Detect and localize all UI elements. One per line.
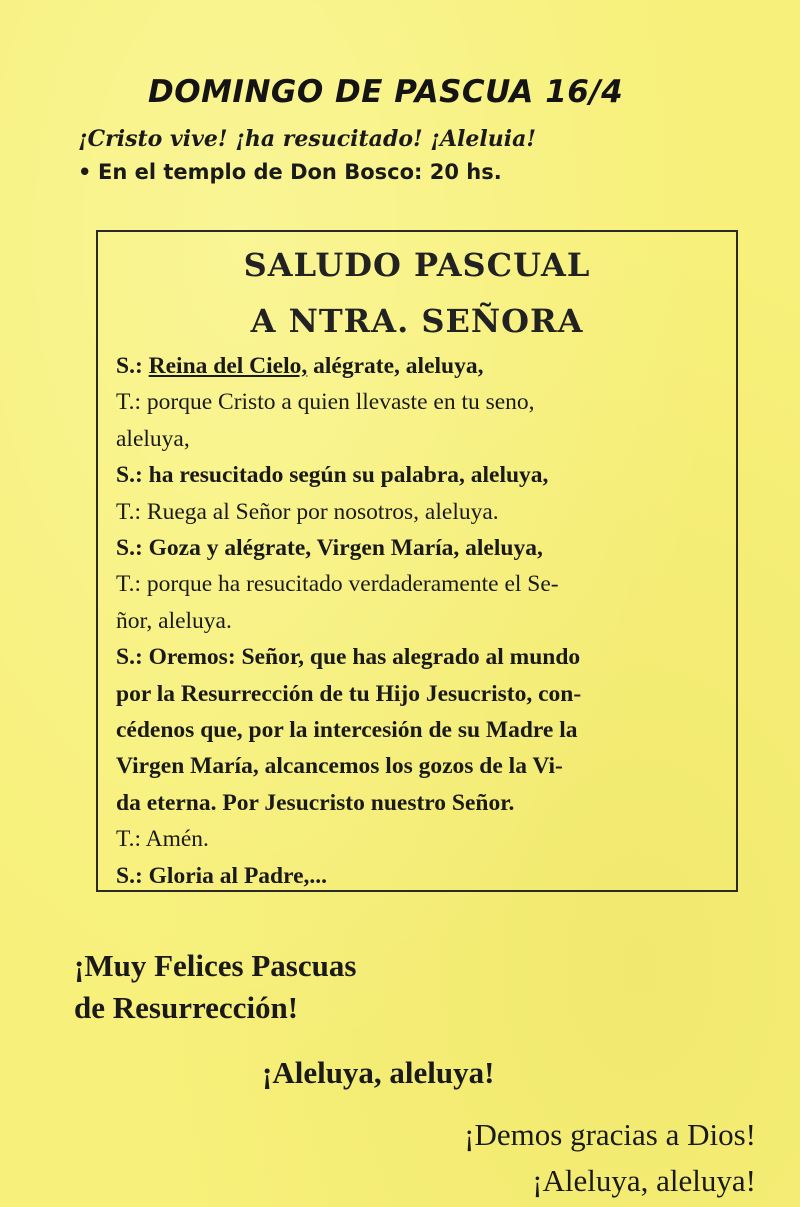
prayer-line: S.: Goza y alégrate, Virgen María, aleluya, (116, 535, 543, 562)
prayer-line: Virgen María, alcancemos los gozos de la Vi- (116, 753, 563, 780)
prayer-line: T.: Amén. (116, 826, 209, 853)
speaker-prefix: S.: (116, 353, 149, 379)
prayer-line: cédenos que, por la intercesión de su Madre la (116, 717, 578, 744)
alleluia-text-2: ¡Aleluya, aleluya! (532, 1163, 756, 1198)
subtitle: ¡Cristo vive! ¡ha resucitado! ¡Aleluia! (78, 126, 537, 152)
prayer-line: S.: ha resucitado según su palabra, aleluya, (116, 462, 549, 489)
underlined-phrase: Reina del Cielo, (148, 353, 308, 379)
prayer-title-line1: SALUDO PASCUAL (243, 246, 591, 284)
prayer-box (96, 230, 738, 892)
greeting-line2: de Resurrección! (74, 990, 299, 1025)
greeting-line1: ¡Muy Felices Pascuas (74, 948, 357, 983)
prayer-line: da eterna. Por Jesucristo nuestro Señor. (116, 789, 515, 816)
bullet-icon: • (78, 160, 92, 184)
event-info (78, 160, 502, 184)
prayer-line: T.: Ruega al Señor por nosotros, aleluya. (116, 498, 499, 525)
prayer-line: por la Resurrección de tu Hijo Jesucristo, con- (116, 680, 582, 707)
page-title: DOMINGO DE PASCUA 16/4 (148, 74, 624, 110)
thanks-text: ¡Demos gracias a Dios! (464, 1117, 756, 1152)
line-rest: alégrate, aleluya, (307, 353, 484, 379)
prayer-line: ñor, aleluya. (116, 607, 232, 634)
prayer-title-line2: A NTRA. SEÑORA (250, 302, 584, 340)
alleluia-text: ¡Aleluya, aleluya! (262, 1055, 495, 1090)
prayer-line: S.: Oremos: Señor, que has alegrado al mundo (116, 644, 581, 671)
prayer-line (116, 348, 726, 384)
prayer-line: T.: porque Cristo a quien llevaste en tu seno, (116, 389, 535, 416)
prayer-line: S.: Gloria al Padre,... (116, 862, 328, 889)
prayer-text (116, 348, 726, 894)
prayer-line: aleluya, (116, 425, 190, 452)
event-text: En el templo de Don Bosco: 20 hs. (98, 160, 502, 184)
prayer-line: T.: porque ha resucitado verdaderamente el Se- (116, 571, 559, 598)
